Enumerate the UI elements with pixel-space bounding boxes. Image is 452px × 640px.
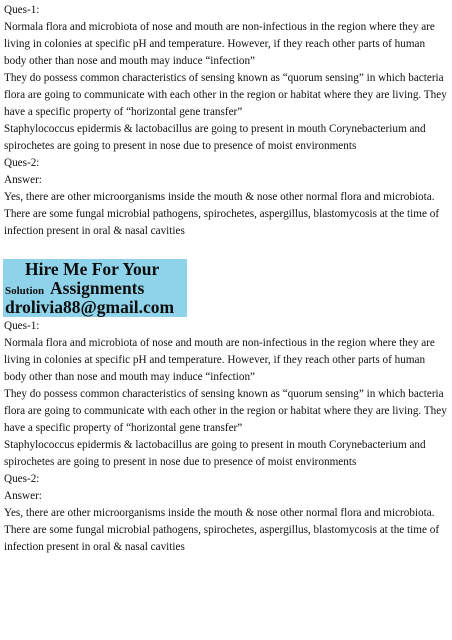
answer-1-paragraph-2: They do possess common characteristics of sensing known as “quorum sensing” in which bacteria flora are going to communicate with each other in the region or habitat where they are living. They have a specific property of “horizontal gene transfer” <box>4 388 447 434</box>
answer-1-paragraph-3: Staphylococcus epidermis & lactobacillus are going to present in mouth Corynebacterium and spirochetes are going to present in nose due to presence of moist environments <box>4 439 426 468</box>
banner-solution-label: Solution <box>5 285 45 297</box>
answer-1-paragraph-1: Normala flora and microbiota of nose and mouth are non-infectious in the region where they are living in colonies at specific pH and temperature. However, if they reach other parts of human body other than nose and mouth may induce “infection” <box>4 337 435 383</box>
hire-me-banner <box>3 259 187 317</box>
document-section-top <box>4 2 450 240</box>
question-2-label: Ques-2: <box>4 157 40 169</box>
answer-2-paragraph: Yes, there are other microorganisms inside the mouth & nose other normal flora and microbiota. There are some fungal microbial pathogens, spirochetes, aspergillus, blastomycosis at the time of infection present in oral & nasal cavities <box>4 191 440 237</box>
question-2-label: Ques-2: <box>4 473 40 485</box>
question-1-label: Ques-1: <box>4 4 40 16</box>
answer-label: Answer: <box>4 490 42 502</box>
answer-2-paragraph: Yes, there are other microorganisms inside the mouth & nose other normal flora and microbiota. There are some fungal microbial pathogens, spirochetes, aspergillus, blastomycosis at the time of infection present in oral & nasal cavities <box>4 507 440 553</box>
answer-1-paragraph-2: They do possess common characteristics of sensing known as “quorum sensing” in which bacteria flora are going to communicate with each other in the region or habitat where they are living. They have a specific property of “horizontal gene transfer” <box>4 72 447 118</box>
banner-heading: Hire Me For Your <box>25 259 160 279</box>
document-section-bottom <box>4 318 450 556</box>
question-1-label: Ques-1: <box>4 320 40 332</box>
banner-email: drolivia88@gmail.com <box>5 297 175 317</box>
answer-1-paragraph-1: Normala flora and microbiota of nose and mouth are non-infectious in the region where they are living in colonies at specific pH and temperature. However, if they reach other parts of human body other than nose and mouth may induce “infection” <box>4 21 435 67</box>
banner-assignments: Assignments <box>50 278 145 298</box>
answer-1-paragraph-3: Staphylococcus epidermis & lactobacillus are going to present in mouth Corynebacterium and spirochetes are going to present in nose due to presence of moist environments <box>4 123 426 152</box>
answer-label: Answer: <box>4 174 42 186</box>
